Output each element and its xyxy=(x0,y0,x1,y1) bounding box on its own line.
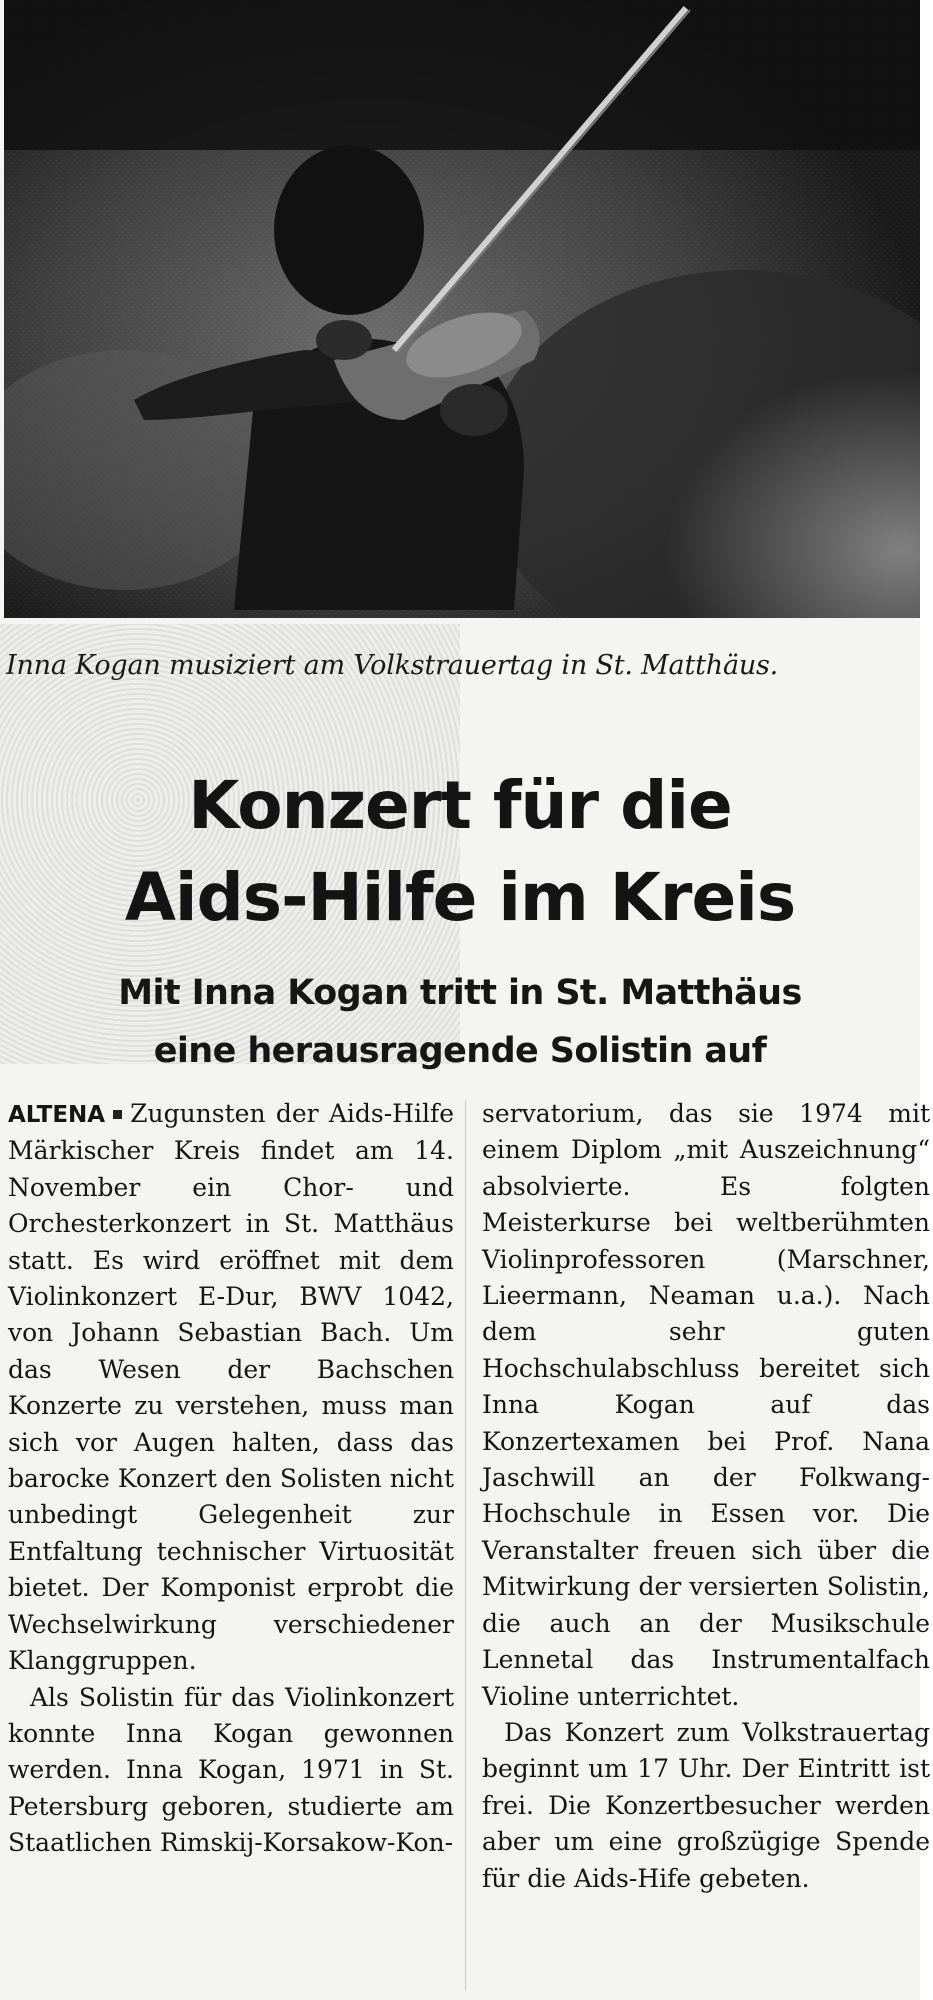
subheadline-line-2: eine herausragende Solistin auf xyxy=(153,1031,767,1071)
violinist-photo xyxy=(4,0,920,618)
article-paragraph: servatorium, das sie 1974 mit einem Diplom „mit Auszeichnung“ absolvierte. Es folgten Meisterkurse bei weltberühmten Violinprofessoren (Marschner, Lieermann, Neaman u.a.). Nach dem sehr guten Hochschulabschluss bereitet sich Inna Kogan auf das Konzertexamen bei Prof. Nana Jaschwill an der Folkwang-Hochschule in Essen vor. Die Veranstalter freuen sich über die Mitwirkung der versierten Solistin, die auch an der Musikschule Lennetal das Instrumentalfach Violine unterrichtet. xyxy=(482,1099,930,1711)
subheadline-line-1: Mit Inna Kogan tritt in St. Matthäus xyxy=(118,973,802,1013)
article-paragraph: Als Solistin für das Violinkonzert konnte Inna Kogan gewonnen werden. Inna Kogan, 1971 in St. Petersburg geboren, studierte am Staatlichen Rimskij-Korsakow-Kon- xyxy=(8,1682,454,1858)
subheadline xyxy=(0,964,920,1080)
violinist-photo-illustration xyxy=(4,0,920,618)
photo-caption: Inna Kogan musiziert am Volkstrauertag in St. Matthäus. xyxy=(6,650,779,681)
article-column-2 xyxy=(482,1096,930,1897)
bullet-icon xyxy=(113,1110,122,1119)
headline-line-2: Aids-Hilfe im Kreis xyxy=(124,859,796,936)
dateline: ALTENA xyxy=(8,1102,106,1128)
headline-line-1: Konzert für die xyxy=(188,767,732,844)
article-column-1 xyxy=(8,1096,454,1862)
article-paragraph xyxy=(8,1096,454,1680)
headline xyxy=(0,760,920,944)
article-paragraph: Das Konzert zum Volkstrauertag beginnt um 17 Uhr. Der Eintritt ist frei. Die Konzertbesucher werden aber um eine großzügige Spende für die Aids-Hife gebeten. xyxy=(482,1717,930,1893)
paragraph-text: Zugunsten der Aids-Hilfe Märkischer Kreis findet am 14. November ein Chor- und Orchesterkonzert in St. Matthäus statt. Es wird eröffnet mit dem Violinkonzert E-Dur, BWV 1042, von Johann Sebastian Bach. Um das Wesen der Bachschen Konzerte zu verstehen, muss man sich vor Augen halten, dass das barocke Konzert den Solisten nicht unbedingt Gelegenheit zur Entfaltung technischer Virtuosität bietet. Der Komponist erprobt die Wechselwirkung verschiedener Klanggruppen. xyxy=(8,1099,454,1676)
column-divider xyxy=(465,1100,466,1990)
